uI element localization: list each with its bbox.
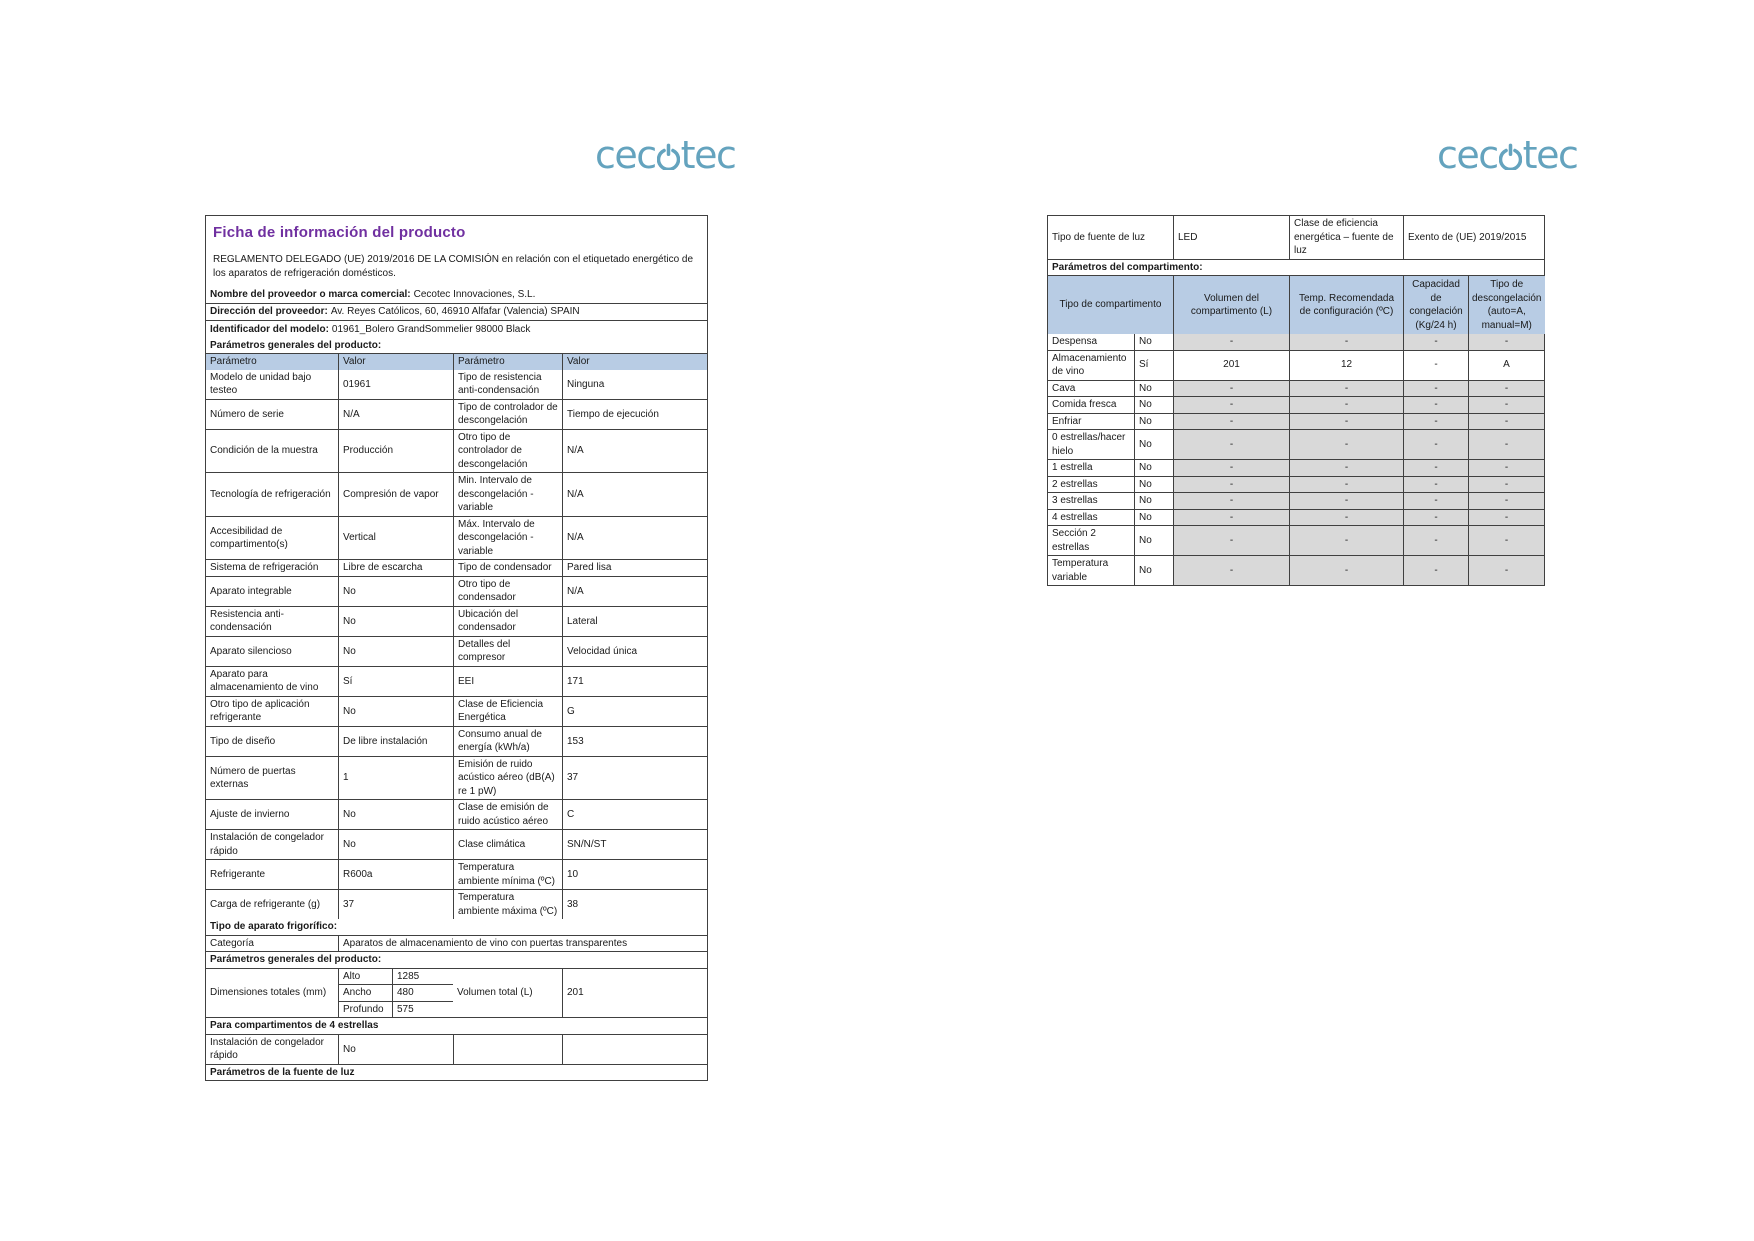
temperature-cell: -	[1289, 397, 1403, 413]
logo-text-before: cec	[1437, 133, 1498, 177]
param-name-cell: Tecnología de refrigeración	[210, 488, 331, 500]
param-value-cell: Exento de (UE) 2019/2015	[1403, 216, 1544, 259]
param-name-cell: Ajuste de invierno	[210, 809, 290, 820]
param-row	[206, 399, 707, 429]
info-label: Identificador del modelo:	[210, 323, 329, 335]
param-name-cell: Detalles del compresor	[453, 637, 562, 666]
param-name-cell: Sistema de refrigeración	[210, 562, 319, 574]
temperature-cell: -	[1289, 381, 1403, 397]
param-value-cell: Tiempo de ejecución	[562, 400, 707, 429]
temperature-cell: -	[1289, 556, 1403, 585]
defrost-type-cell: -	[1468, 526, 1544, 555]
compartment-header-row	[1048, 275, 1544, 334]
power-icon	[657, 143, 680, 170]
param-name-cell: Otro tipo de condensador	[453, 577, 562, 606]
compartment-present-cell: No	[1134, 397, 1173, 413]
param-name-cell: Instalación de congelador rápido	[210, 1036, 324, 1062]
temperature-cell: -	[1289, 510, 1403, 526]
compartment-table	[1047, 215, 1545, 586]
logo-text-after: tec	[1522, 133, 1578, 177]
param-row	[206, 829, 707, 859]
compartment-present-cell: No	[1134, 414, 1173, 430]
param-name-cell: Aparato para almacenamiento de vino	[210, 668, 319, 694]
compartment-present-cell: No	[1134, 526, 1173, 555]
param-value-cell: N/A	[562, 517, 707, 560]
param-value-cell: No	[338, 607, 453, 636]
temperature-cell: 12	[1289, 351, 1403, 380]
param-name-cell: Dimensiones totales (mm)	[210, 987, 327, 999]
param-row	[206, 756, 707, 800]
param-name-cell: Máx. Intervalo de descongelación - variable	[453, 517, 562, 560]
param-value-cell: N/A	[562, 430, 707, 473]
param-row	[206, 726, 707, 756]
defrost-type-cell: -	[1468, 510, 1544, 526]
dimension-name: Ancho	[343, 987, 372, 999]
param-name-cell: Otro tipo de controlador de descongelación	[453, 430, 562, 473]
param-value-cell: 01961	[338, 370, 453, 399]
param-name-cell: Aparato silencioso	[210, 645, 292, 657]
param-value-cell: N/A	[562, 577, 707, 606]
param-row	[206, 799, 707, 829]
param-name-cell: Categoría	[210, 937, 254, 949]
param-value-cell: Aparatos de almacenamiento de vino con puertas transparentes	[338, 936, 707, 952]
param-name-cell: Temperatura ambiente máxima (ºC)	[453, 890, 562, 919]
defrost-type-cell: -	[1468, 381, 1544, 397]
freezing-capacity-cell: -	[1403, 414, 1468, 430]
param-row	[206, 696, 707, 726]
temperature-cell: -	[1289, 460, 1403, 476]
power-icon	[1499, 143, 1522, 170]
param-value-cell: R600a	[338, 860, 453, 889]
supplier-info-row	[206, 320, 707, 338]
param-row	[206, 889, 707, 919]
compartment-row	[1048, 492, 1544, 509]
volume-cell: -	[1173, 460, 1289, 476]
param-value-cell: No	[338, 577, 453, 606]
param-value-cell: 1	[338, 757, 453, 800]
compartment-name-cell: 0 estrellas/hacer hielo	[1052, 432, 1126, 457]
temperature-cell: -	[1289, 334, 1403, 350]
dimensions-row	[206, 968, 707, 1018]
freezing-capacity-cell: -	[1403, 477, 1468, 493]
section-label: Parámetros de la fuente de luz	[210, 1066, 355, 1078]
volume-cell: -	[1173, 334, 1289, 350]
temperature-cell: -	[1289, 430, 1403, 459]
info-value: Av. Reyes Católicos, 60, 46910 Alfafar (Valencia) SPAIN	[330, 306, 580, 318]
section-row	[206, 1064, 707, 1081]
param-row	[206, 606, 707, 636]
param-value-cell: Velocidad única	[562, 637, 707, 666]
param-name-cell: Refrigerante	[210, 869, 266, 880]
param-value-cell: De libre instalación	[338, 727, 453, 756]
freezing-capacity-cell: -	[1403, 526, 1468, 555]
param-row	[206, 859, 707, 889]
compartment-present-cell: No	[1134, 556, 1173, 585]
param-name-cell: Temperatura ambiente mínima (ºC)	[453, 860, 562, 889]
param-row	[206, 370, 707, 399]
defrost-type-cell: -	[1468, 334, 1544, 350]
defrost-type-cell: -	[1468, 397, 1544, 413]
param-value-cell: C	[562, 800, 707, 829]
supplier-info-row	[206, 286, 707, 303]
defrost-type-cell: -	[1468, 493, 1544, 509]
param-value-cell: Lateral	[562, 607, 707, 636]
compartment-name-cell: Almacenamiento de vino	[1052, 352, 1127, 377]
freezing-capacity-cell: -	[1403, 351, 1468, 380]
info-value: Cecotec Innovaciones, S.L.	[413, 288, 536, 300]
compartment-row	[1048, 509, 1544, 526]
param-value-cell: No	[338, 637, 453, 666]
compartment-name-cell: Despensa	[1052, 336, 1098, 347]
temperature-cell: -	[1289, 477, 1403, 493]
info-label: Nombre del proveedor o marca comercial:	[210, 288, 411, 300]
param-name-cell: Modelo de unidad bajo testeo	[210, 371, 312, 397]
column-header: Capacidad de congelación (Kg/24 h)	[1403, 276, 1468, 334]
compartment-row	[1048, 396, 1544, 413]
volume-cell: -	[1173, 414, 1289, 430]
volume-cell: -	[1173, 397, 1289, 413]
param-name-cell: Clase de eficiencia energética – fuente de luz	[1289, 216, 1403, 259]
param-name-cell: Resistencia anti-condensación	[210, 608, 284, 634]
param-name-cell: Instalación de congelador rápido	[210, 832, 324, 857]
defrost-type-cell: -	[1468, 430, 1544, 459]
param-row	[206, 429, 707, 473]
freezing-capacity-cell: -	[1403, 397, 1468, 413]
dimension-value: 575	[392, 1002, 453, 1018]
param-value-cell: Vertical	[338, 517, 453, 560]
title-block	[206, 216, 707, 286]
cecotec-logo	[1437, 133, 1578, 177]
param-header-row	[206, 353, 707, 370]
section-row	[206, 1017, 707, 1034]
volume-cell: -	[1173, 430, 1289, 459]
param-value-cell: Producción	[338, 430, 453, 473]
logo-text-after: tec	[680, 133, 736, 177]
param-name-cell: Carga de refrigerante (g)	[210, 899, 321, 910]
param-value-cell: Libre de escarcha	[338, 560, 453, 576]
volume-cell: -	[1173, 493, 1289, 509]
param-name-cell: Número de serie	[210, 408, 284, 420]
logo-text-before: cec	[595, 133, 656, 177]
freezing-capacity-cell: -	[1403, 493, 1468, 509]
param-row	[206, 666, 707, 696]
section-row	[206, 338, 707, 354]
freezing-capacity-cell: -	[1403, 510, 1468, 526]
compartment-name-cell: 2 estrellas	[1052, 478, 1098, 490]
param-name-cell: Número de puertas externas	[210, 765, 296, 790]
param-name-cell: Tipo de fuente de luz	[1052, 231, 1146, 243]
defrost-type-cell: A	[1468, 351, 1544, 380]
param-value-cell: 38	[562, 890, 707, 919]
compartment-present-cell: No	[1134, 430, 1173, 459]
param-value-cell: No	[338, 830, 453, 859]
compartment-name-cell: 3 estrellas	[1052, 495, 1098, 506]
column-header: Volumen del compartimento (L)	[1173, 276, 1289, 334]
param-name-cell: Accesibilidad de compartimento(s)	[210, 525, 288, 550]
compartment-name-cell: Temperatura variable	[1052, 558, 1109, 583]
light-source-row	[1048, 216, 1544, 259]
compartment-row	[1048, 380, 1544, 397]
param-name-cell: Tipo de resistencia anti-condensación	[453, 370, 562, 399]
compartment-present-cell: Sí	[1134, 351, 1173, 380]
defrost-type-cell: -	[1468, 460, 1544, 476]
column-header: Valor	[338, 354, 453, 370]
compartment-name-cell: Cava	[1052, 382, 1076, 394]
section-label: Para compartimentos de 4 estrellas	[210, 1020, 379, 1032]
param-name-cell: Consumo anual de energía (kWh/a)	[453, 727, 562, 756]
info-label: Dirección del proveedor:	[210, 306, 328, 318]
freezing-capacity-cell: -	[1403, 556, 1468, 585]
compartment-row	[1048, 459, 1544, 476]
volume-cell: -	[1173, 556, 1289, 585]
dimension-sub-row	[339, 1001, 453, 1018]
supplier-info-row	[206, 303, 707, 321]
compartment-present-cell: No	[1134, 334, 1173, 350]
column-header: Temp. Recomendada de configuración (ºC)	[1289, 276, 1403, 334]
defrost-type-cell: -	[1468, 477, 1544, 493]
volume-cell: 201	[1173, 351, 1289, 380]
param-value-cell: G	[562, 697, 707, 726]
column-header: Parámetro	[206, 354, 338, 370]
compartment-name-cell: Enfriar	[1052, 415, 1082, 427]
dimensions-subtable	[338, 969, 453, 1018]
param-name-cell: Clase de emisión de ruido acústico aéreo	[453, 800, 562, 829]
param-value-cell: No	[338, 697, 453, 726]
param-name-cell: Clase climática	[453, 830, 562, 859]
param-row	[206, 576, 707, 606]
compartment-name-cell: 1 estrella	[1052, 462, 1093, 473]
param-value-cell: Ninguna	[562, 370, 707, 399]
compartment-row	[1048, 555, 1544, 585]
param-value-cell: 10	[562, 860, 707, 889]
freezing-capacity-cell: -	[1403, 460, 1468, 476]
volume-cell: -	[1173, 526, 1289, 555]
param-value-cell: 201	[562, 969, 707, 1018]
param-value-cell: No	[338, 1035, 453, 1064]
temperature-cell: -	[1289, 493, 1403, 509]
param-value-cell: Compresión de vapor	[338, 473, 453, 516]
section-label: Parámetros del compartimento:	[1052, 261, 1203, 273]
column-header: Tipo de compartimento	[1048, 276, 1173, 334]
section-label: Parámetros generales del producto:	[210, 339, 382, 351]
compartment-present-cell: No	[1134, 477, 1173, 493]
param-value-cell: 37	[562, 757, 707, 800]
dimension-name: Alto	[343, 970, 361, 982]
param-row	[206, 516, 707, 560]
category-row	[206, 935, 707, 952]
dimension-sub-row	[339, 969, 453, 985]
compartment-row	[1048, 350, 1544, 380]
param-value-cell: SN/N/ST	[562, 830, 707, 859]
param-row	[206, 636, 707, 666]
param-name-cell: Condición de la muestra	[210, 445, 318, 457]
defrost-type-cell: -	[1468, 414, 1544, 430]
compartment-row	[1048, 476, 1544, 493]
param-value-cell: N/A	[562, 473, 707, 516]
volume-cell: -	[1173, 510, 1289, 526]
param-name-cell: Tipo de condensador	[453, 560, 562, 576]
freezing-capacity-cell: -	[1403, 334, 1468, 350]
param-value-cell: 153	[562, 727, 707, 756]
param-value-cell: No	[338, 800, 453, 829]
param-name-cell: Clase de Eficiencia Energética	[453, 697, 562, 726]
param-row	[206, 559, 707, 576]
param-value-cell: N/A	[338, 400, 453, 429]
param-name-cell: Min. Intervalo de descongelación - variable	[453, 473, 562, 516]
param-name-cell: EEI	[453, 667, 562, 696]
volume-cell: -	[1173, 477, 1289, 493]
empty-cell	[562, 1035, 707, 1064]
param-value-cell: 37	[338, 890, 453, 919]
cecotec-logo	[595, 133, 736, 177]
column-header: Parámetro	[453, 354, 562, 370]
param-value-cell: Pared lisa	[562, 560, 707, 576]
freezing-capacity-cell: -	[1403, 430, 1468, 459]
column-header: Tipo de descongelación (auto=A, manual=M)	[1468, 276, 1545, 334]
compartment-row	[1048, 525, 1544, 555]
empty-cell	[453, 1035, 562, 1064]
compartment-row	[1048, 429, 1544, 459]
section-row	[1048, 259, 1544, 276]
param-value-cell: Sí	[338, 667, 453, 696]
dimension-value: 480	[392, 985, 453, 1001]
freezing-capacity-cell: -	[1403, 381, 1468, 397]
four-star-row	[206, 1034, 707, 1064]
compartment-row	[1048, 413, 1544, 430]
param-name-cell: Emisión de ruido acústico aéreo (dB(A) re 1 pW)	[453, 757, 562, 800]
dimension-name: Profundo	[343, 1003, 384, 1015]
volume-cell: -	[1173, 381, 1289, 397]
dimension-value: 1285	[392, 969, 453, 985]
param-value-cell: LED	[1173, 216, 1289, 259]
param-name-cell: Tipo de diseño	[210, 735, 276, 747]
page-title: Ficha de información del producto	[213, 224, 466, 241]
param-name-cell: Volumen total (L)	[457, 987, 533, 999]
column-header: Valor	[562, 354, 707, 370]
compartment-present-cell: No	[1134, 381, 1173, 397]
section-label: Tipo de aparato frigorífico:	[210, 921, 338, 933]
compartment-present-cell: No	[1134, 510, 1173, 526]
info-value: 01961_Bolero GrandSommelier 98000 Black	[331, 323, 531, 335]
compartment-name-cell: 4 estrellas	[1052, 511, 1098, 523]
section-row	[206, 919, 707, 935]
compartment-name-cell: Comida fresca	[1052, 399, 1117, 410]
param-value-cell: 171	[562, 667, 707, 696]
compartment-name-cell: Sección 2 estrellas	[1052, 528, 1096, 553]
section-label: Parámetros generales del producto:	[210, 954, 382, 966]
param-name-cell: Otro tipo de aplicación refrigerante	[210, 698, 310, 724]
product-fiche-table	[205, 215, 708, 1081]
param-row	[206, 472, 707, 516]
dimension-sub-row	[339, 984, 453, 1001]
param-name-cell: Tipo de controlador de descongelación	[453, 400, 562, 429]
param-name-cell: Ubicación del condensador	[453, 607, 562, 636]
temperature-cell: -	[1289, 414, 1403, 430]
regulation-text: REGLAMENTO DELEGADO (UE) 2019/2016 DE LA COMISIÓN en relación con el etiquetado energético de los aparatos de refrigeración domésticos.	[213, 254, 694, 279]
compartment-present-cell: No	[1134, 460, 1173, 476]
param-name-cell: Aparato integrable	[210, 585, 292, 597]
compartment-present-cell: No	[1134, 493, 1173, 509]
defrost-type-cell: -	[1468, 556, 1544, 585]
compartment-row	[1048, 334, 1544, 350]
section-row	[206, 951, 707, 968]
temperature-cell: -	[1289, 526, 1403, 555]
